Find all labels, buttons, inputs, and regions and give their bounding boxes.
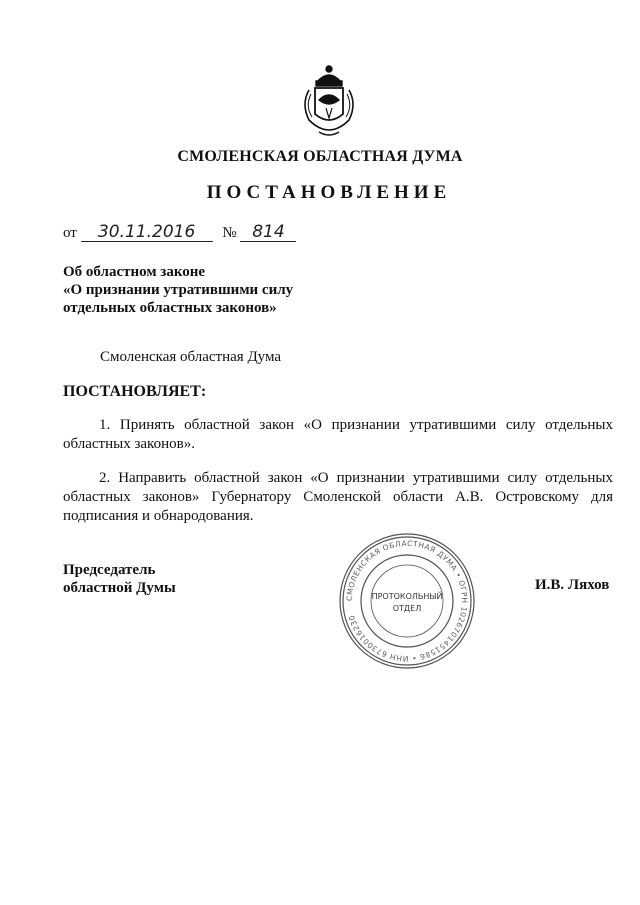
document-subject xyxy=(63,263,293,317)
decree-heading: ПОСТАНОВЛЯЕТ: xyxy=(63,383,207,400)
seal-ring-text: СМОЛЕНСКАЯ ОБЛАСТНАЯ ДУМА • ОГРН 1026701451586 • ИНН 6730016230 xyxy=(344,538,470,664)
organization-title: СМОЛЕНСКАЯ ОБЛАСТНАЯ ДУМА xyxy=(177,148,463,165)
seal-center-line: ПРОТОКОЛЬНЫЙ xyxy=(371,592,443,601)
coat-of-arms-icon xyxy=(297,60,361,140)
number-prefix: № xyxy=(222,225,237,241)
date-prefix: от xyxy=(63,225,77,241)
subject-line: «О признании утратившими силу xyxy=(63,282,294,298)
date-number-line xyxy=(63,224,296,242)
seal-center-line: ОТДЕЛ xyxy=(392,604,422,613)
document-number: 814 xyxy=(240,224,296,242)
subject-line: отдельных областных законов» xyxy=(63,300,277,316)
signatory-title xyxy=(63,561,176,597)
paragraph-1: 1. Принять областной закон «О признании утратившими силу отдельных областных законов». xyxy=(63,417,613,452)
document-date: 30.11.2016 xyxy=(81,224,213,242)
official-seal-stamp xyxy=(337,531,477,671)
signatory-name: И.В. Ляхов xyxy=(535,577,610,593)
signatory-title-line: областной Думы xyxy=(63,580,176,596)
intro-text: Смоленская областная Дума xyxy=(100,349,282,365)
subject-line: Об областном законе xyxy=(63,264,206,280)
paragraph-2: 2. Направить областной закон «О признании утратившими силу отдельных областных законов» Губернатору Смоленской области А.В. Островскому для подписания и обнародования. xyxy=(63,470,613,524)
document-type-heading: ПОСТАНОВЛЕНИЕ xyxy=(206,182,452,203)
signatory-title-line: Председатель xyxy=(63,562,156,578)
